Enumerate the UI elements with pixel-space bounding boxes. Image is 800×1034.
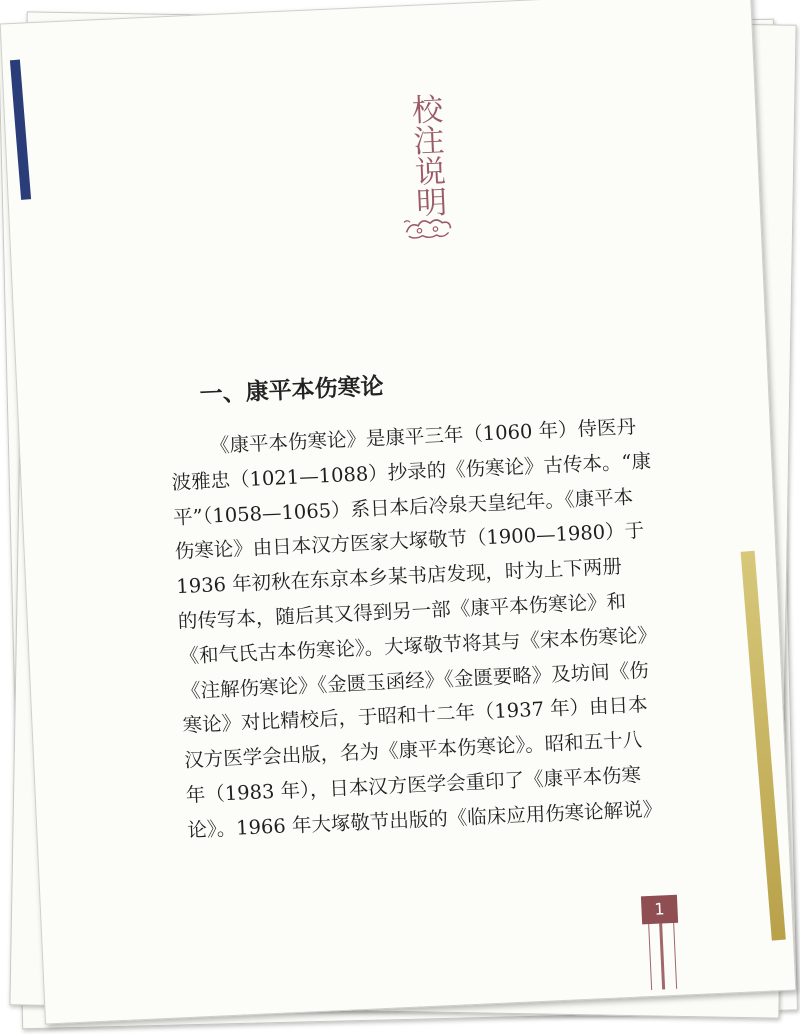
section-heading: 一、康平本伤寒论 — [199, 373, 385, 408]
paragraph-line: 《康平本伤寒论》是康平三年（1060 年）侍医丹 — [209, 415, 637, 458]
cloud-ornament-icon — [402, 212, 455, 242]
paragraph-line: 波雅忠（1021—1088）抄录的《伤寒论》古传本。“康 — [171, 449, 652, 495]
body-paragraph — [169, 410, 663, 848]
cover-edge-gold — [741, 551, 786, 941]
page-number-tab: 1 — [641, 895, 678, 925]
paragraph-line: 的传写本，随后其又得到另一部《康平本伤寒论》和 — [177, 589, 627, 634]
cover-edge-blue — [10, 60, 31, 200]
paragraph-line: 《注解伤寒论》《金匮玉函经》《金匮要略》及坊间《伤 — [180, 658, 650, 703]
paragraph-line: 《和气氏古本伤寒论》。大塚敬节将其与《宋本伤寒论》 — [179, 623, 658, 668]
paragraph-line: 1936 年初秋在东京本乡某书店发现，时为上下两册 — [175, 555, 623, 599]
section-title: 校注说明 — [405, 92, 447, 219]
page-number-ribbon — [648, 923, 677, 990]
paragraph-line: 寒论》对比精校后，于昭和十二年（1937 年）由日本 — [182, 693, 649, 738]
paragraph-line: 论》。1966 年大塚敬节出版的《临床应用伤寒论解说》 — [186, 797, 663, 842]
paragraph-line: 年（1983 年），日本汉方医学会重印了《康平本伤寒 — [185, 763, 642, 807]
paragraph-line: 平”（1058—1065）系日本后冷泉天皇纪年。《康平本 — [172, 484, 634, 529]
paragraph-line: 汉方医学会出版，名为《康平本伤寒论》。昭和五十八 — [183, 728, 643, 773]
paragraph-line: 伤寒论》由日本汉方医家大塚敬节（1900—1980）于 — [174, 519, 645, 564]
